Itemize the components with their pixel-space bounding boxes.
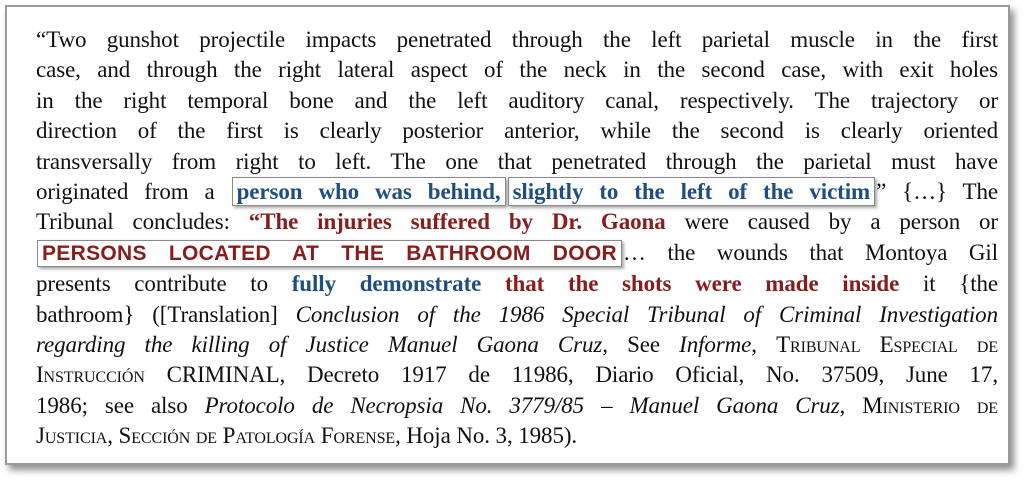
quote-line-9: presents contribute to fully demonstrate that the shots were made inside it {the bbox=[36, 271, 999, 297]
citation-title: Conclusion of the 1986 Special Tribunal of Criminal Investigation bbox=[295, 301, 998, 327]
quote-line-10: bathroom} ([Translation] Conclusion of the 1986 Special Tribunal of Criminal Investigation bbox=[36, 301, 998, 327]
quote-line-5: transversally from right to left. The one that penetrated through the parietal must have bbox=[36, 148, 998, 174]
highlight-box-left-of-victim: slightly to the left of the victim bbox=[508, 177, 876, 206]
highlight-box-behind: person who was behind, bbox=[232, 177, 506, 206]
quote-line-7: Tribunal concludes: “The injuries suffered by Dr. Gaona were caused by a person or bbox=[36, 209, 998, 235]
quote-line-6: originated from a person who was behind, slightly to the left of the victim ” {…} The bbox=[36, 179, 998, 205]
highlight-shots-inside: that the shots were made inside bbox=[505, 271, 900, 297]
quote-line-8: PERSONS LOCATED AT THE BATHROOM DOOR … the wounds that Montoya Gil bbox=[36, 238, 998, 269]
quote-line-12: Instrucción CRIMINAL, Decreto 1917 de 11986, Diario Oficial, No. 37509, June 17, bbox=[36, 362, 998, 388]
quote-line-13: 1986; see also Protocolo de Necropsia No. 3779/85 – Manuel Gaona Cruz, Ministerio de bbox=[36, 392, 998, 418]
quote-line-11: regarding the killing of Justice Manuel Gaona Cruz, See Informe, Tribunal Especial de bbox=[36, 332, 999, 358]
quote-text bbox=[36, 25, 998, 452]
highlight-injuries: “The injuries suffered by Dr. Gaona bbox=[248, 209, 666, 235]
highlight-box-bathroom-door: PERSONS LOCATED AT THE BATHROOM DOOR bbox=[37, 240, 622, 267]
quote-frame bbox=[5, 5, 1010, 465]
quote-line-14: Justicia, Sección de Patología Forense, Hoja No. 3, 1985). bbox=[36, 423, 578, 449]
quote-line-2: case, and through the right lateral aspect of the neck in the second case, with exit holes bbox=[36, 57, 998, 83]
highlight-fully-demonstrate: fully demonstrate bbox=[291, 271, 482, 297]
quote-line-4: direction of the first is clearly posterior anterior, while the second is clearly oriented bbox=[36, 118, 998, 144]
quote-line-3: in the right temporal bone and the left auditory canal, respectively. The trajectory or bbox=[36, 87, 998, 113]
quote-line-1: “Two gunshot projectile impacts penetrated through the left parietal muscle in the first bbox=[36, 27, 998, 52]
